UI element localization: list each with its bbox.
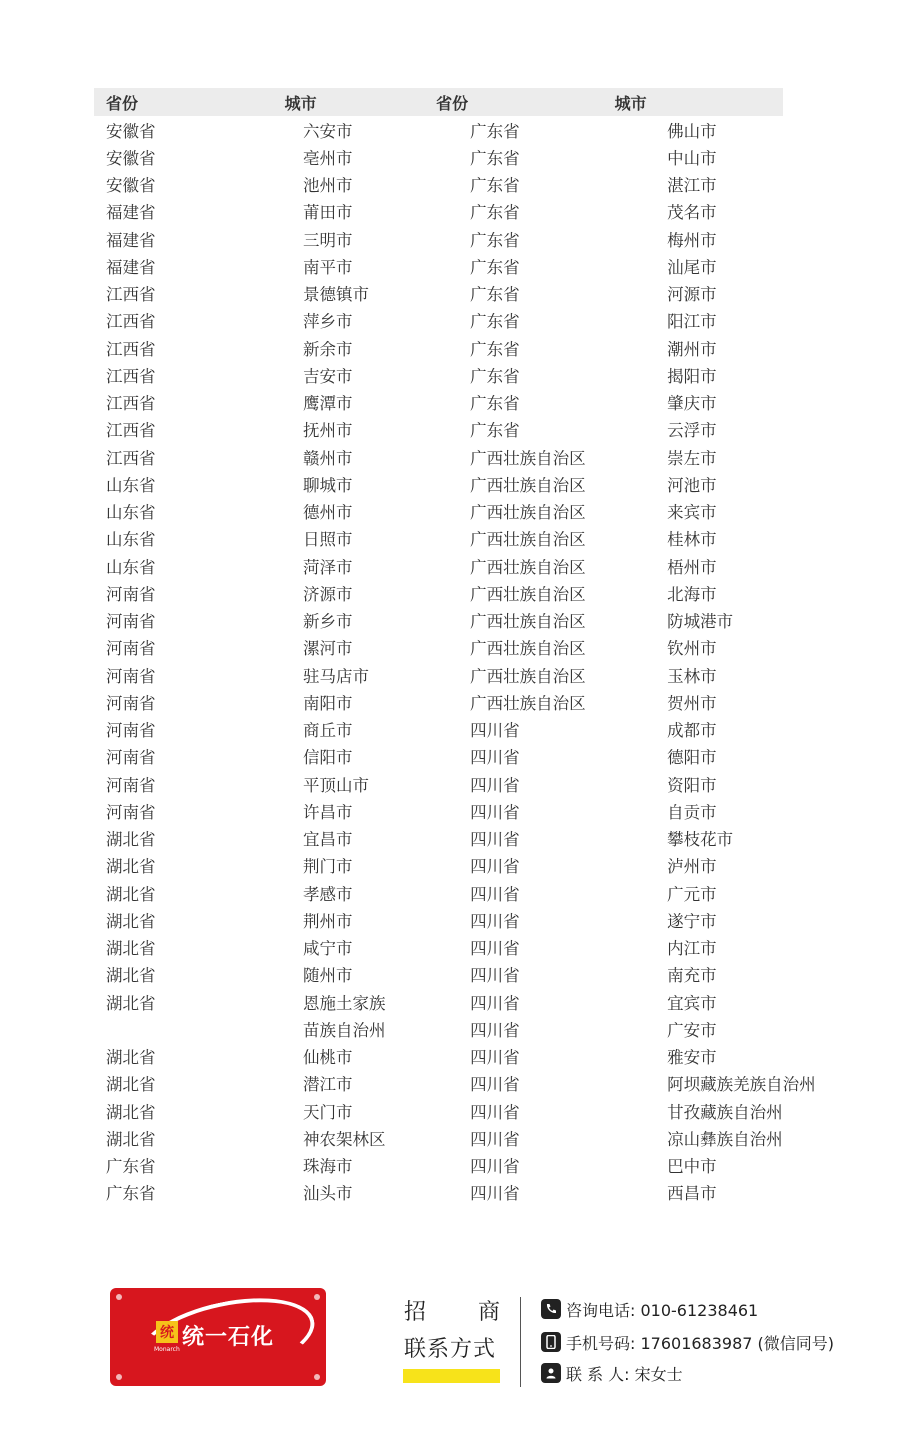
cell-city-right: 河池市	[667, 475, 717, 495]
cell-province-right: 四川省	[470, 939, 520, 959]
brand-logo	[110, 1288, 326, 1386]
cell-province-right: 四川省	[470, 966, 520, 986]
cell-city-left: 驻马店市	[302, 666, 369, 686]
mobile-icon	[541, 1332, 561, 1352]
person-icon	[541, 1363, 561, 1383]
cell-province-left: 河南省	[106, 693, 156, 713]
table-row	[94, 906, 854, 933]
cell-city-right: 汕尾市	[667, 257, 717, 277]
cell-province-right: 广西壮族自治区	[470, 584, 586, 604]
cell-city-left: 菏泽市	[302, 557, 353, 577]
cell-city-right: 成都市	[667, 721, 717, 741]
table-row	[94, 1152, 854, 1179]
cell-city-right: 宜宾市	[667, 993, 717, 1013]
table-row	[94, 1043, 854, 1070]
cell-province-right: 四川省	[470, 802, 520, 822]
cell-province-left: 河南省	[106, 639, 156, 659]
cell-city-right: 来宾市	[667, 503, 717, 523]
cell-city-left: 抚州市	[302, 421, 353, 441]
cell-province-right: 广东省	[470, 312, 520, 332]
cell-province-left: 山东省	[106, 475, 156, 495]
title-line-2: 联系方式	[404, 1337, 497, 1362]
cell-province-left: 湖北省	[106, 911, 156, 931]
investment-title	[404, 1295, 500, 1363]
cell-city-left: 潜江市	[302, 1075, 353, 1095]
cell-city-right: 防城港市	[667, 612, 734, 632]
table-row	[94, 225, 854, 252]
cell-province-left: 河南省	[106, 721, 156, 741]
cell-city-right: 肇庆市	[667, 394, 717, 414]
cell-city-right: 揭阳市	[667, 366, 717, 386]
cell-city-right: 桂林市	[667, 530, 717, 550]
cell-province-left: 山东省	[106, 530, 156, 550]
cell-province-right: 四川省	[470, 830, 520, 850]
cell-province-right: 四川省	[470, 1020, 520, 1040]
table-row	[94, 825, 854, 852]
table-row	[94, 961, 854, 988]
cell-city-right: 攀枝花市	[667, 830, 734, 850]
cell-province-right: 四川省	[470, 1075, 520, 1095]
cell-city-right: 凉山彝族自治州	[667, 1129, 783, 1149]
table-row	[94, 470, 854, 497]
cell-province-right: 广西壮族自治区	[470, 503, 586, 523]
cell-city-left: 三明市	[302, 230, 353, 250]
cell-province-left: 江西省	[106, 285, 156, 305]
table-row	[94, 389, 854, 416]
cell-province-left: 河南省	[106, 802, 156, 822]
cell-province-left: 江西省	[106, 366, 156, 386]
cell-city-left: 神农架林区	[302, 1129, 386, 1149]
cell-province-right: 广东省	[470, 285, 520, 305]
cell-province-right: 四川省	[470, 1048, 520, 1068]
cell-province-left: 江西省	[106, 448, 156, 468]
cell-province-right: 广西壮族自治区	[470, 475, 586, 495]
cell-province-left: 河南省	[106, 612, 156, 632]
cell-city-left: 景德镇市	[302, 285, 369, 305]
cell-province-left: 安徽省	[106, 148, 156, 168]
cell-province-right: 广西壮族自治区	[470, 693, 586, 713]
cell-province-right: 四川省	[470, 993, 520, 1013]
mobile-row	[541, 1330, 834, 1354]
cell-city-right: 梅州市	[667, 230, 717, 250]
logo-sub-text: Monarch	[154, 1346, 180, 1353]
cell-province-right: 四川省	[470, 911, 520, 931]
phone-icon	[541, 1299, 561, 1319]
table-row	[94, 252, 854, 279]
cell-province-right: 广西壮族自治区	[470, 666, 586, 686]
cell-province-left: 湖北省	[106, 1075, 156, 1095]
header-province-2: 省份	[436, 93, 469, 113]
cell-city-right: 河源市	[667, 285, 717, 305]
cell-city-right: 资阳市	[667, 775, 717, 795]
contact-text: 联 系 人: 宋女士	[566, 1364, 683, 1384]
cell-city-left: 南平市	[302, 257, 353, 277]
cell-city-left: 荆州市	[302, 911, 353, 931]
cell-city-left: 咸宁市	[302, 939, 353, 959]
table-row	[94, 1124, 854, 1151]
cell-province-left: 江西省	[106, 421, 156, 441]
table-header	[94, 88, 783, 116]
cell-province-right: 广西壮族自治区	[470, 612, 586, 632]
table-row	[94, 607, 854, 634]
table-row	[94, 716, 854, 743]
cell-city-left: 漯河市	[302, 639, 353, 659]
table-row	[94, 525, 854, 552]
table-row	[94, 934, 854, 961]
cell-province-left: 广东省	[106, 1157, 156, 1177]
table-row	[94, 1097, 854, 1124]
cell-city-left: 南阳市	[302, 693, 353, 713]
cell-province-left: 湖北省	[106, 857, 156, 877]
table-row	[94, 171, 854, 198]
cell-city-right: 北海市	[667, 584, 717, 604]
cell-province-right: 广西壮族自治区	[470, 448, 586, 468]
cell-city-right: 甘孜藏族自治州	[667, 1102, 783, 1122]
table-row	[94, 498, 854, 525]
cell-city-left: 孝感市	[302, 884, 353, 904]
cell-province-left: 广东省	[106, 1184, 156, 1204]
cell-province-left: 湖北省	[106, 884, 156, 904]
table-row	[94, 361, 854, 388]
cell-city-right: 贺州市	[667, 693, 717, 713]
cell-province-right: 四川省	[470, 1129, 520, 1149]
cell-city-right: 佛山市	[667, 121, 717, 141]
cell-province-right: 广东省	[470, 176, 520, 196]
cell-city-left: 济源市	[302, 584, 353, 604]
cell-province-right: 四川省	[470, 775, 520, 795]
footer	[0, 1285, 900, 1395]
logo-brand-text: 统一石化	[182, 1325, 275, 1350]
cell-province-left: 河南省	[106, 748, 156, 768]
cell-province-right: 四川省	[470, 748, 520, 768]
cell-city-left: 荆门市	[302, 857, 353, 877]
cell-city-left: 德州市	[302, 503, 353, 523]
cell-province-right: 四川省	[470, 1157, 520, 1177]
cell-city-left: 天门市	[302, 1102, 353, 1122]
cell-city-right: 阳江市	[667, 312, 717, 332]
logo-badge: 统	[156, 1321, 178, 1343]
cell-province-left: 江西省	[106, 394, 156, 414]
table-body	[94, 116, 854, 1206]
table-row	[94, 552, 854, 579]
cell-city-left: 信阳市	[302, 748, 353, 768]
table-row	[94, 743, 854, 770]
cell-province-left: 湖北省	[106, 939, 156, 959]
cell-city-left: 新余市	[302, 339, 353, 359]
cell-province-left: 安徽省	[106, 176, 156, 196]
table-row	[94, 116, 854, 143]
cell-city-right: 泸州市	[667, 857, 717, 877]
table-row	[94, 198, 854, 225]
cell-city-right: 云浮市	[667, 421, 717, 441]
cell-province-right: 广西壮族自治区	[470, 639, 586, 659]
cell-city-right: 钦州市	[667, 639, 717, 659]
cell-city-right: 潮州市	[667, 339, 717, 359]
cell-city-left: 六安市	[302, 121, 353, 141]
cell-city-right: 巴中市	[667, 1157, 717, 1177]
table-row	[94, 988, 854, 1015]
cell-province-left: 福建省	[106, 257, 156, 277]
title-char-2: 商	[477, 1300, 500, 1325]
cell-province-right: 广东省	[470, 394, 520, 414]
cell-province-right: 广东省	[470, 421, 520, 441]
title-char-1: 招	[404, 1300, 427, 1325]
cell-province-left: 湖北省	[106, 1129, 156, 1149]
cell-city-right: 广元市	[667, 884, 717, 904]
cell-city-left: 恩施土家族	[302, 993, 386, 1013]
cell-province-left: 江西省	[106, 339, 156, 359]
table-row	[94, 688, 854, 715]
cell-province-right: 广东省	[470, 339, 520, 359]
cell-province-left: 湖北省	[106, 1102, 156, 1122]
divider	[520, 1297, 521, 1387]
header-city-2: 城市	[614, 93, 647, 113]
cell-city-left: 吉安市	[302, 366, 353, 386]
header-province-1: 省份	[106, 93, 139, 113]
cell-city-right: 湛江市	[667, 176, 717, 196]
region-table	[94, 88, 854, 1206]
cell-city-left: 萍乡市	[302, 312, 353, 332]
cell-city-left: 聊城市	[302, 475, 353, 495]
table-row	[94, 770, 854, 797]
cell-city-right: 广安市	[667, 1020, 717, 1040]
cell-province-left: 山东省	[106, 557, 156, 577]
cell-province-left: 河南省	[106, 666, 156, 686]
cell-province-right: 四川省	[470, 857, 520, 877]
cell-city-right: 雅安市	[667, 1048, 717, 1068]
cell-province-left: 河南省	[106, 584, 156, 604]
cell-city-left: 宜昌市	[302, 830, 353, 850]
cell-city-left: 日照市	[302, 530, 353, 550]
cell-city-right: 阿坝藏族羌族自治州	[667, 1075, 816, 1095]
cell-city-left: 平顶山市	[302, 775, 369, 795]
cell-city-right: 茂名市	[667, 203, 717, 223]
cell-province-right: 四川省	[470, 1184, 520, 1204]
mobile-text: 手机号码: 17601683987 (微信同号)	[566, 1333, 835, 1353]
cell-city-left: 苗族自治州	[302, 1020, 386, 1040]
phone-text: 咨询电话: 010-61238461	[566, 1300, 759, 1320]
table-row	[94, 579, 854, 606]
phone-row	[541, 1297, 758, 1321]
cell-province-left: 江西省	[106, 312, 156, 332]
table-row	[94, 1179, 854, 1206]
cell-province-left: 安徽省	[106, 121, 156, 141]
contact-row	[541, 1361, 683, 1385]
cell-city-right: 西昌市	[667, 1184, 717, 1204]
cell-city-left: 仙桃市	[302, 1048, 353, 1068]
cell-city-right: 自贡市	[667, 802, 717, 822]
table-row	[94, 1015, 854, 1042]
cell-province-right: 广西壮族自治区	[470, 557, 586, 577]
table-row	[94, 797, 854, 824]
table-row	[94, 416, 854, 443]
cell-province-right: 广东省	[470, 148, 520, 168]
cell-province-left: 湖北省	[106, 993, 156, 1013]
cell-province-left: 湖北省	[106, 966, 156, 986]
cell-province-right: 四川省	[470, 884, 520, 904]
cell-province-left: 湖北省	[106, 830, 156, 850]
cell-province-right: 四川省	[470, 721, 520, 741]
table-row	[94, 852, 854, 879]
accent-bar	[403, 1369, 500, 1383]
cell-city-left: 赣州市	[302, 448, 353, 468]
cell-province-right: 广东省	[470, 203, 520, 223]
cell-city-left: 新乡市	[302, 612, 353, 632]
cell-city-left: 珠海市	[302, 1157, 353, 1177]
cell-city-left: 池州市	[302, 176, 353, 196]
cell-city-right: 玉林市	[667, 666, 717, 686]
cell-province-right: 广东省	[470, 257, 520, 277]
cell-city-left: 许昌市	[302, 802, 353, 822]
cell-city-left: 随州市	[302, 966, 353, 986]
cell-city-left: 莆田市	[302, 203, 353, 223]
table-row	[94, 334, 854, 361]
cell-city-right: 遂宁市	[667, 911, 717, 931]
cell-city-right: 崇左市	[667, 448, 717, 468]
cell-city-left: 商丘市	[302, 721, 353, 741]
table-row	[94, 879, 854, 906]
cell-city-left: 鹰潭市	[302, 394, 353, 414]
cell-province-left: 山东省	[106, 503, 156, 523]
table-row	[94, 307, 854, 334]
cell-province-right: 广东省	[470, 121, 520, 141]
cell-province-right: 广东省	[470, 366, 520, 386]
cell-province-right: 广西壮族自治区	[470, 530, 586, 550]
table-row	[94, 1070, 854, 1097]
table-row	[94, 661, 854, 688]
table-row	[94, 143, 854, 170]
cell-province-right: 四川省	[470, 1102, 520, 1122]
cell-province-left: 福建省	[106, 203, 156, 223]
cell-city-right: 德阳市	[667, 748, 717, 768]
cell-province-left: 福建省	[106, 230, 156, 250]
header-city-1: 城市	[284, 93, 317, 113]
cell-city-right: 南充市	[667, 966, 717, 986]
cell-city-left: 亳州市	[302, 148, 353, 168]
cell-province-right: 广东省	[470, 230, 520, 250]
table-row	[94, 280, 854, 307]
cell-city-right: 梧州市	[667, 557, 717, 577]
cell-city-right: 中山市	[667, 148, 717, 168]
table-row	[94, 443, 854, 470]
cell-province-left: 河南省	[106, 775, 156, 795]
cell-city-right: 内江市	[667, 939, 717, 959]
cell-province-left: 湖北省	[106, 1048, 156, 1068]
table-row	[94, 634, 854, 661]
cell-city-left: 汕头市	[302, 1184, 353, 1204]
